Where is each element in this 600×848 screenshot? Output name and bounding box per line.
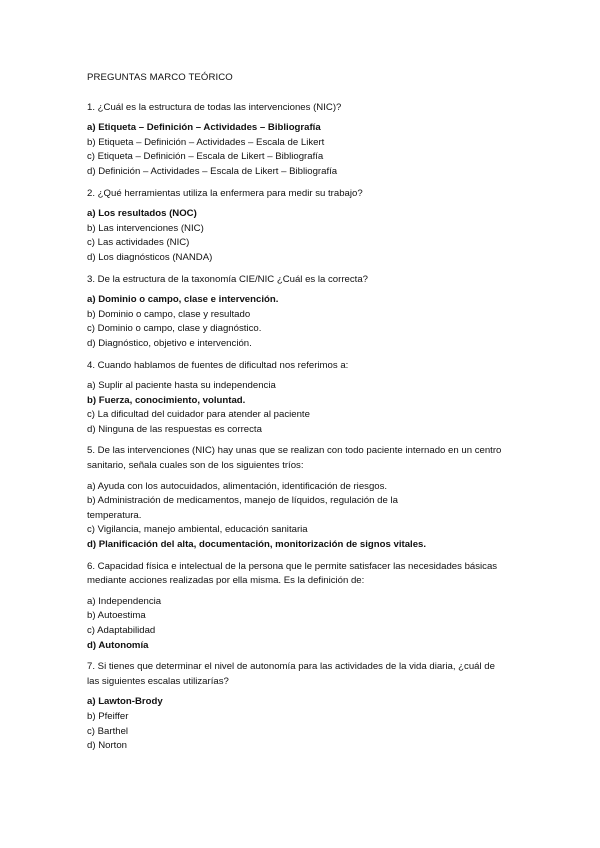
question-1 [87,101,507,180]
option-correct: b) Fuerza, conocimiento, voluntad. [87,394,246,406]
option: d) Ninguna de las respuestas es correcta [87,423,262,435]
option: a) Ayuda con los autocuidados, alimentación, identificación de riesgos. [87,480,388,492]
option: b) Etiqueta – Definición – Actividades – Escala de Likert [87,136,325,148]
option-correct: a) Dominio o campo, clase e intervención. [87,294,279,306]
option: c) Vigilancia, manejo ambiental, educación sanitaria [87,524,308,536]
question-4 [87,359,507,438]
option: d) Definición – Actividades – Escala de Likert – Bibliografía [87,165,338,177]
question-7 [87,660,507,754]
option-correct: a) Etiqueta – Definición – Actividades – Bibliografía [87,122,321,134]
option: c) Dominio o campo, clase y diagnóstico. [87,323,262,335]
option: a) Suplir al paciente hasta su independencia [87,380,276,392]
document-content [87,71,507,761]
question-text: 1. ¿Cuál es la estructura de todas las intervenciones (NIC)? [87,101,342,113]
option: c) Las actividades (NIC) [87,237,190,249]
question-3 [87,273,507,352]
question-5 [87,444,507,552]
question-2 [87,187,507,266]
option-correct: a) Lawton-Brody [87,696,163,708]
option-correct: d) Autonomía [87,639,149,651]
option-correct: a) Los resultados (NOC) [87,208,197,220]
option: c) Adaptabilidad [87,625,156,636]
option: c) La dificultad del cuidador para atender al paciente [87,409,310,421]
option: b) Pfeiffer [87,710,129,722]
option: c) Barthel [87,725,129,737]
option: b) Dominio o campo, clase y resultado [87,308,251,320]
option: d) Diagnóstico, objetivo e intervención. [87,337,252,349]
option: b) Autoestima [87,610,146,622]
question-text: 6. Capacidad física e intelectual de la persona que le permite satisfacer las necesidades básicas mediante acciones realizadas por ella misma. Es la definición de: [87,560,498,587]
option: b) Administración de medicamentos, manejo de líquidos, regulación de la temperatura. [87,495,398,521]
question-6 [87,560,507,654]
option-correct: d) Planificación del alta, documentación, monitorización de signos vitales. [87,539,427,551]
question-text: 2. ¿Qué herramientas utiliza la enfermera para medir su trabajo? [87,187,363,199]
option: d) Los diagnósticos (NANDA) [87,251,213,263]
option: b) Las intervenciones (NIC) [87,222,204,234]
option: c) Etiqueta – Definición – Escala de Likert – Bibliografía [87,151,324,163]
question-text: 7. Si tienes que determinar el nivel de autonomía para las actividades de la vida diaria, ¿cuál de las siguientes escalas utilizarías? [87,661,495,687]
question-text: 5. De las intervenciones (NIC) hay unas que se realizan con todo paciente internado en un centro sanitario, señala cuales son de los siguientes tríos: [87,445,502,472]
question-text: 3. De la estructura de la taxonomía CIE/NIC ¿Cuál es la correcta? [87,273,369,285]
option: d) Norton [87,740,127,752]
document-title: PREGUNTAS MARCO TEÓRICO [87,72,233,83]
question-text: 4. Cuando hablamos de fuentes de dificultad nos referimos a: [87,359,349,371]
option: a) Independencia [87,595,162,607]
